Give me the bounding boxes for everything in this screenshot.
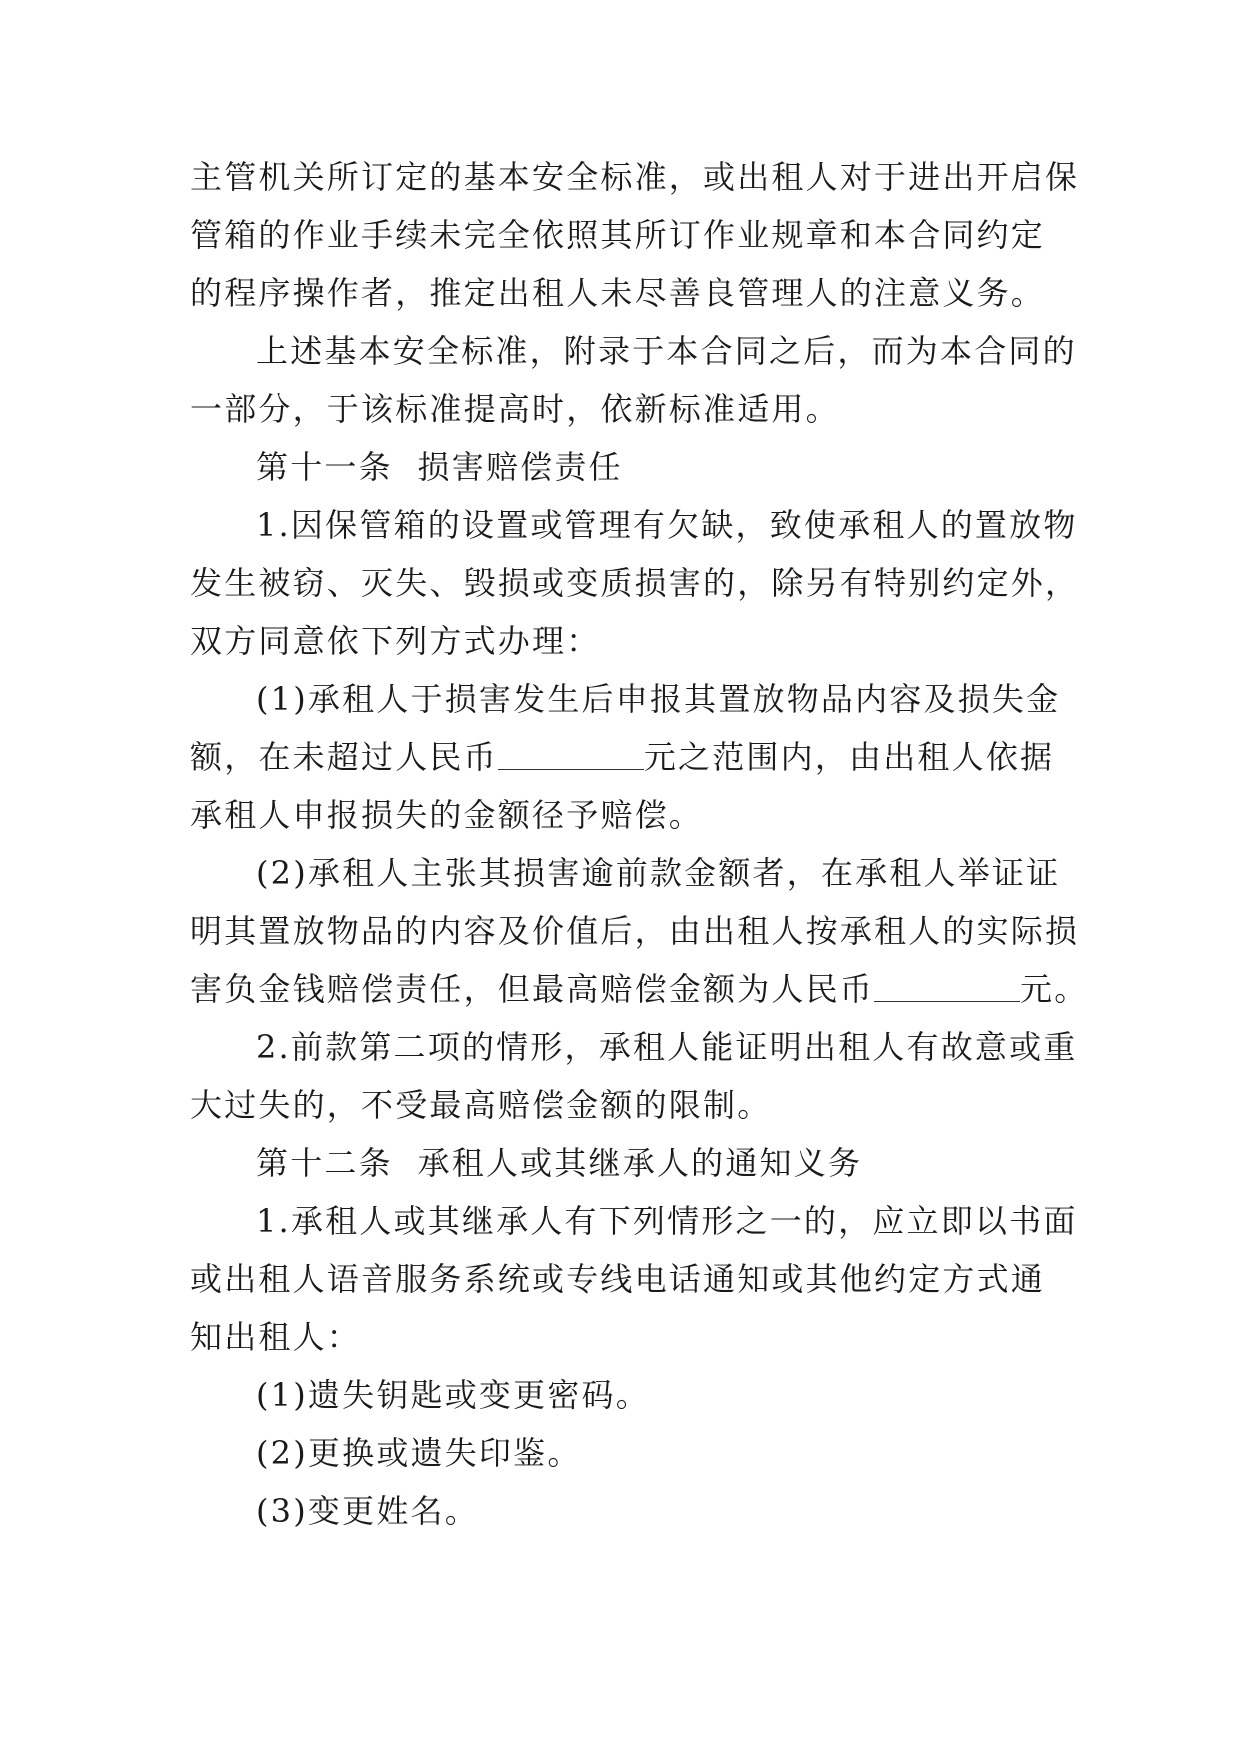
text-span: 上述基本安全标准，附录于本合同之后，而为本合同的 [256,332,1077,370]
paragraph-line [190,1308,1060,1366]
paragraph-line [190,1250,1060,1308]
paragraph-line [190,612,1060,670]
paragraph-line [190,728,1060,786]
text-span: (1)遗失钥匙或变更密码。 [256,1376,650,1414]
text-span: 第十二条 承租人或其继承人的通知义务 [256,1144,863,1182]
text-span: 1.承租人或其继承人有下列情形之一的，应立即以书面 [256,1202,1078,1240]
paragraph-line [190,264,1060,322]
text-span: 发生被窃、灭失、毁损或变质损害的，除另有特别约定外， [190,564,1080,602]
paragraph-line [190,960,1089,1018]
fill-in-blank[interactable] [498,739,644,770]
text-span: 2.前款第二项的情形，承租人能证明出租人有故意或重 [256,1028,1078,1066]
text-span: (2)更换或遗失印鉴。 [256,1434,582,1472]
paragraph-line [190,1018,1078,1076]
text-span: 元之范围内，由出租人依据 [643,738,1055,776]
text-span: (3)变更姓名。 [256,1492,479,1530]
paragraph-line [190,902,1080,960]
text-span: 大过失的，不受最高赔偿金额的限制。 [190,1086,772,1124]
paragraph-line [190,670,1060,728]
paragraph-line [190,1192,1078,1250]
text-span: 元。 [1020,970,1089,1008]
list-item [190,1366,1060,1424]
fill-in-blank[interactable] [874,971,1020,1002]
text-span: 明其置放物品的内容及价值后，由出租人按承租人的实际损 [190,912,1080,950]
paragraph-line [190,844,1060,902]
article-heading [190,438,1060,496]
text-span: 或出租人语音服务系统或专线电话通知或其他约定方式通 [190,1260,1046,1298]
list-item [190,1482,1060,1540]
text-span: 主管机关所订定的基本安全标准，或出租人对于进出开启保 [190,158,1080,196]
document-body [190,148,1089,1540]
paragraph-line [190,206,1060,264]
text-span: 1.因保管箱的设置或管理有欠缺，致使承租人的置放物 [256,506,1078,544]
text-span: 第十一条 损害赔偿责任 [256,448,623,486]
paragraph-line [190,148,1080,206]
paragraph-line [190,786,1060,844]
text-span: 双方同意依下列方式办理： [190,622,601,660]
paragraph-line [190,322,1077,380]
paragraph-line [190,554,1080,612]
list-item [190,1424,1060,1482]
text-span: (2)承租人主张其损害逾前款金额者，在承租人举证证 [256,854,1061,892]
text-span: 害负金钱赔偿责任，但最高赔偿金额为人民币 [190,970,875,1008]
paragraph-line [190,496,1078,554]
text-span: 一部分，于该标准提高时，依新标准适用。 [190,390,840,428]
text-span: 承租人申报损失的金额径予赔偿。 [190,796,704,834]
text-span: (1)承租人于损害发生后申报其置放物品内容及损失金 [256,680,1061,718]
paragraph-line [190,1076,1060,1134]
text-span: 的程序操作者，推定出租人未尽善良管理人的注意义务。 [190,274,1046,312]
article-heading [190,1134,1060,1192]
paragraph-line [190,380,1060,438]
text-span: 知出租人： [190,1318,362,1356]
text-span: 额，在未超过人民币 [190,738,498,776]
text-span: 管箱的作业手续未完全依照其所订作业规章和本合同约定 [190,216,1046,254]
